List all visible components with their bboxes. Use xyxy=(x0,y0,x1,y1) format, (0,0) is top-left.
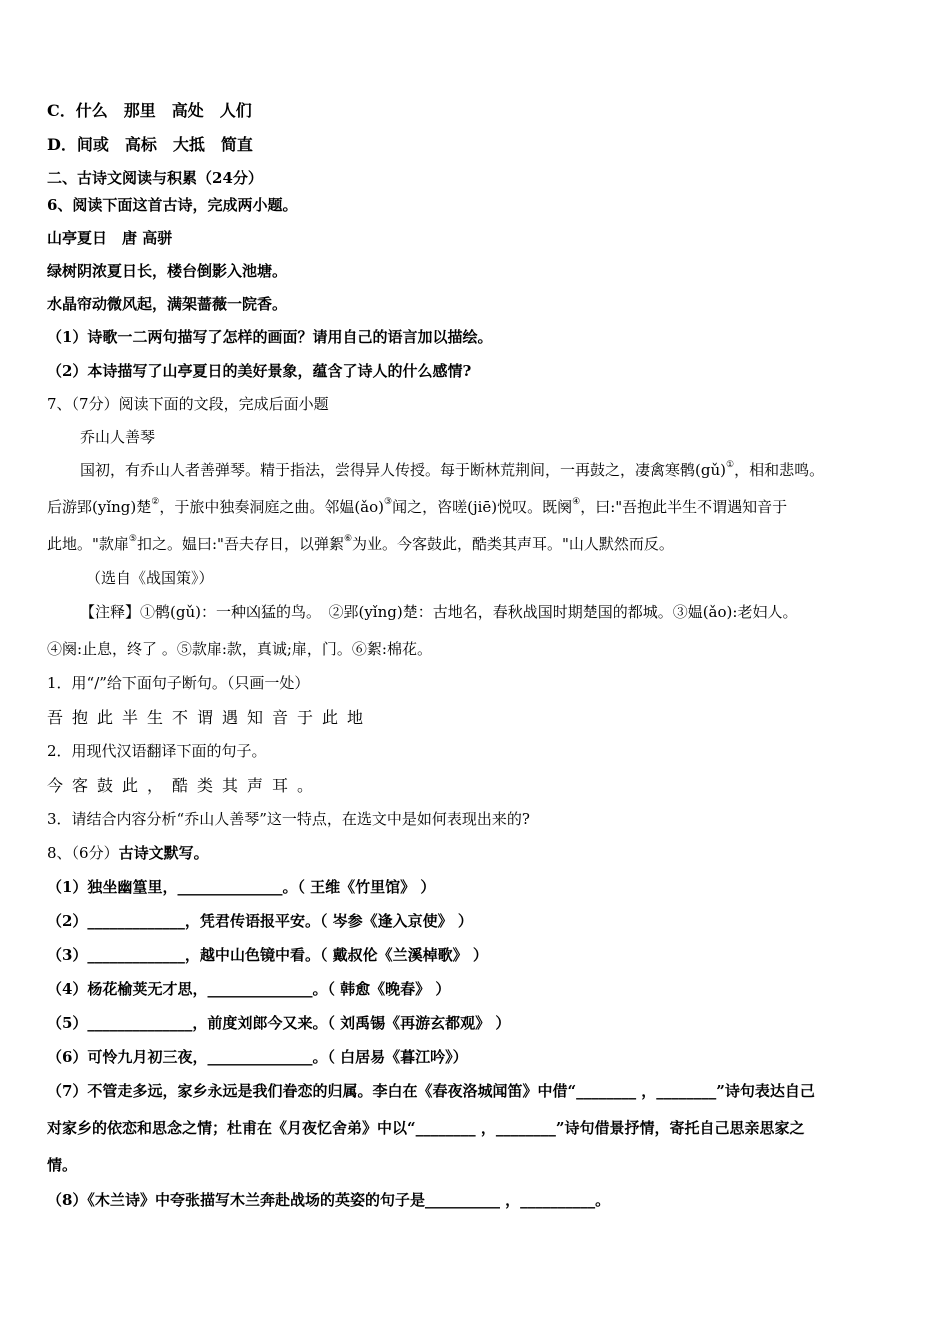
notes-line-2: ④阕:止息，终了 。⑤款扉:款，真诚;扉，门。⑥絮:棉花。 xyxy=(47,640,432,658)
note-marker: ⑤ xyxy=(128,534,137,544)
poem-line-2: 水晶帘动微风起，满架蔷薇一院香。 xyxy=(47,295,288,313)
q8-item-8: （8）《木兰诗》中夸张描写木兰奔赴战场的英姿的句子是__________ ，__________。 xyxy=(47,1191,611,1209)
q8-item-7-line-2: 对家乡的依恋和思念之情；杜甫在《月夜忆舍弟》中以“________ ，________”诗句借景抒情，寄托自己思亲思家之 xyxy=(47,1119,805,1137)
passage-text: 扣之。媪曰:"吾夫存日，以弹絮 xyxy=(136,535,344,553)
passage-text: ，于旅中独奏洞庭之曲。邻媪(ǎo) xyxy=(159,498,385,516)
passage-source: （选自《战国策》） xyxy=(86,569,214,587)
q6-stem: 6、阅读下面这首古诗，完成两小题。 xyxy=(47,196,298,214)
passage-text: 国初，有乔山人者善弹琴。精于指法，尝得异人传授。每于断林荒荆间，一再鼓之，凄禽寒鹘(gǔ) xyxy=(80,461,726,479)
passage-line-3 xyxy=(47,534,674,553)
note-marker: ② xyxy=(151,497,160,507)
note-marker: ③ xyxy=(384,497,393,507)
q7-sub2-text: 今客鼓此，酷类其声耳。 xyxy=(47,776,323,795)
poem-title: 山亭夏日 唐 高骈 xyxy=(47,229,173,247)
passage-text: ，曰:"吾抱此半生不谓遇知音于 xyxy=(580,498,788,516)
q6-sub1: （1）诗歌一二两句描写了怎样的画面？请用自己的语言加以描绘。 xyxy=(47,328,493,346)
passage-line-1 xyxy=(80,460,825,479)
q7-sub2: 2．用现代汉语翻译下面的句子。 xyxy=(47,742,267,760)
q8-item-5: （5）______________，前度刘郎今又来。（ 刘禹锡《再游玄都观》 ） xyxy=(47,1014,511,1032)
poem-line-1: 绿树阴浓夏日长，楼台倒影入池塘。 xyxy=(47,262,288,280)
passage-title: 乔山人善琴 xyxy=(80,428,156,446)
q7-sub1-text: 吾抱此半生不谓遇知音于此地 xyxy=(47,708,373,727)
option-d: D．间或 高标 大抵 简直 xyxy=(47,135,253,154)
q6-sub2: （2）本诗描写了山亭夏日的美好景象，蕴含了诗人的什么感情? xyxy=(47,362,472,380)
q8-stem-number: 8、（6分） xyxy=(47,844,119,862)
q8-item-7-line-1: （7）不管走多远，家乡永远是我们眷恋的归属。李白在《春夜洛城闻笛》中借“________ ，________”诗句表达自己 xyxy=(47,1082,815,1100)
passage-text: ，相和悲鸣。 xyxy=(734,461,825,479)
passage-text: 闻之，咨嗟(jiē)悦叹。既阕 xyxy=(392,498,573,516)
q8-item-4: （4）杨花榆荚无才思，______________。（ 韩愈《晚春》 ） xyxy=(47,980,451,998)
q7-stem: 7、（7分）阅读下面的文段，完成后面小题 xyxy=(47,395,329,413)
passage-text: 此地。"款扉 xyxy=(47,535,129,553)
q8-item-7-line-3: 情。 xyxy=(47,1156,78,1174)
q8-item-1: （1）独坐幽篁里，______________。（ 王维《竹里馆》 ） xyxy=(47,878,436,896)
section-heading: 二、古诗文阅读与积累（24分） xyxy=(47,169,263,187)
q8-stem-title: 古诗文默写。 xyxy=(118,844,209,862)
note-marker: ④ xyxy=(572,497,581,507)
note-marker: ① xyxy=(725,460,735,470)
passage-text: 后游郢(yǐng)楚 xyxy=(47,498,152,516)
q8-item-6: （6）可怜九月初三夜，______________。（ 白居易《暮江吟》） xyxy=(47,1048,468,1066)
q7-sub1: 1．用“/”给下面句子断句。（只画一处） xyxy=(47,674,310,692)
passage-text: 为业。今客鼓此，酷类其声耳。"山人默然而反。 xyxy=(352,535,674,553)
q8-item-3: （3）_____________，越中山色镜中看。（ 戴叔伦《兰溪棹歌》 ） xyxy=(47,946,488,964)
passage-line-2 xyxy=(47,497,788,516)
q8-item-2: （2）_____________，凭君传语报平安。（ 岑参《逢入京使》 ） xyxy=(47,912,473,930)
note-marker: ⑥ xyxy=(343,534,353,544)
option-c: C．什么 那里 高处 人们 xyxy=(47,101,252,120)
notes-line-1: 【注释】①鹘(gǔ)：一种凶猛的鸟。 ②郢(yǐng)楚：古地名，春秋战国时期楚国的都城。③媪(ǎo):老妇人。 xyxy=(80,603,798,621)
q7-sub3: 3．请结合内容分析“乔山人善琴”这一特点，在选文中是如何表现出来的? xyxy=(47,810,530,828)
q8-stem xyxy=(47,846,209,861)
